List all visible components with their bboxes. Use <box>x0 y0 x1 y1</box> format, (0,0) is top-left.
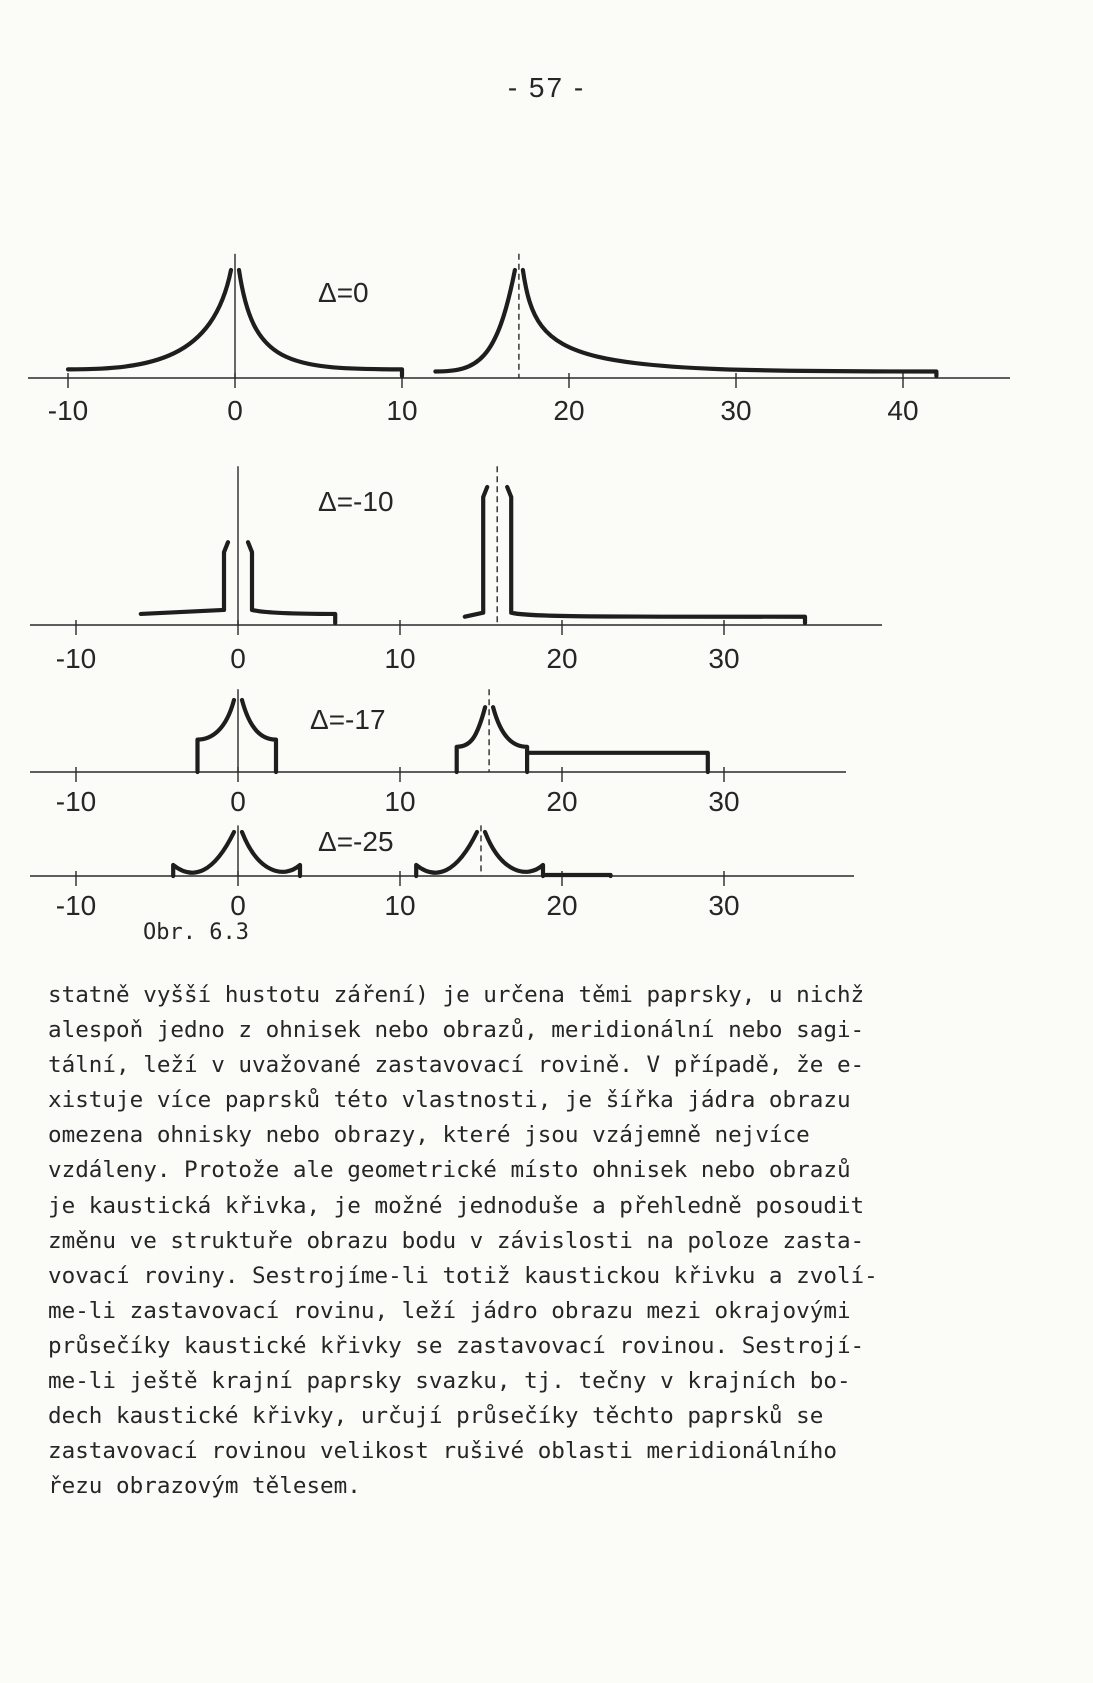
chart-panel <box>30 689 846 817</box>
body-line: zastavovací rovinou velikost rušivé oblasti meridionálního <box>48 1438 837 1465</box>
x-tick-label: 40 <box>887 395 919 426</box>
body-line: změnu ve struktuře obrazu bodu v závislosti na poloze zasta- <box>48 1227 865 1254</box>
delta-label: Δ=-17 <box>310 704 386 735</box>
intensity-profile <box>416 832 610 876</box>
intensity-profile <box>435 270 936 376</box>
intensity-profile <box>465 487 805 623</box>
body-line: me-li ještě krajní paprsky svazku, tj. tečny v krajních bo- <box>48 1368 851 1395</box>
x-tick-label: 20 <box>553 395 585 426</box>
x-tick-label: 10 <box>384 890 416 921</box>
body-line: statně vyšší hustotu záření) je určena těmi paprsky, u nichž <box>48 982 865 1008</box>
body-line: je kaustická křivka, je možné jednoduše a přehledně posoudit <box>48 1192 865 1219</box>
page-number: - 57 - <box>507 72 586 103</box>
intensity-profile <box>198 700 277 772</box>
x-tick-label: 0 <box>230 786 246 817</box>
x-tick-label: 30 <box>708 643 740 674</box>
body-line: vovací roviny. Sestrojíme-li totiž kaustickou křivku a zvolí- <box>48 1262 878 1289</box>
delta-label: Δ=-25 <box>318 826 394 857</box>
delta-label: Δ=-10 <box>318 486 394 517</box>
x-tick-label: 0 <box>230 643 246 674</box>
chart-panel <box>28 254 1010 426</box>
x-tick-label: 30 <box>708 890 740 921</box>
body-line: řezu obrazovým tělesem. <box>48 1473 361 1500</box>
x-tick-label: 0 <box>230 890 246 921</box>
figure-caption: Obr. 6.3 <box>143 920 249 945</box>
chart-panel <box>30 466 882 674</box>
x-tick-label: -10 <box>55 786 97 817</box>
intensity-profile <box>173 832 300 876</box>
x-tick-label: -10 <box>47 395 89 426</box>
body-line: alespoň jedno z ohnisek nebo obrazů, meridionální nebo sagi- <box>48 1017 865 1044</box>
body-line: tální, leží v uvažované zastavovací rovině. V případě, že e- <box>48 1052 865 1079</box>
x-tick-label: -10 <box>55 890 97 921</box>
body-text <box>48 978 1058 1504</box>
x-tick-label: 30 <box>720 395 752 426</box>
body-line: omezena ohnisky nebo obrazy, které jsou vzájemně nejvíce <box>48 1122 810 1149</box>
x-tick-label: 20 <box>546 786 578 817</box>
x-tick-label: 10 <box>386 395 418 426</box>
x-tick-label: 10 <box>384 786 416 817</box>
body-line: vzdáleny. Protože ale geometrické místo ohnisek nebo obrazů <box>48 1157 851 1184</box>
body-line: průsečíky kaustické křivky se zastavovací rovinou. Sestrojí- <box>48 1332 865 1359</box>
delta-label: Δ=0 <box>318 277 369 308</box>
x-tick-label: 20 <box>546 643 578 674</box>
x-tick-label: -10 <box>55 643 97 674</box>
body-line: xistuje více paprsků této vlastnosti, je šířka jádra obrazu <box>48 1087 851 1114</box>
body-line: dech kaustické křivky, určují průsečíky těchto paprsků se <box>48 1403 824 1430</box>
body-line: me-li zastavovací rovinu, leží jádro obrazu mezi okrajovými <box>48 1297 851 1324</box>
x-tick-label: 20 <box>546 890 578 921</box>
x-tick-label: 30 <box>708 786 740 817</box>
intensity-profile <box>457 707 708 772</box>
x-tick-label: 0 <box>227 395 243 426</box>
x-tick-label: 10 <box>384 643 416 674</box>
chart-panel <box>30 825 854 921</box>
